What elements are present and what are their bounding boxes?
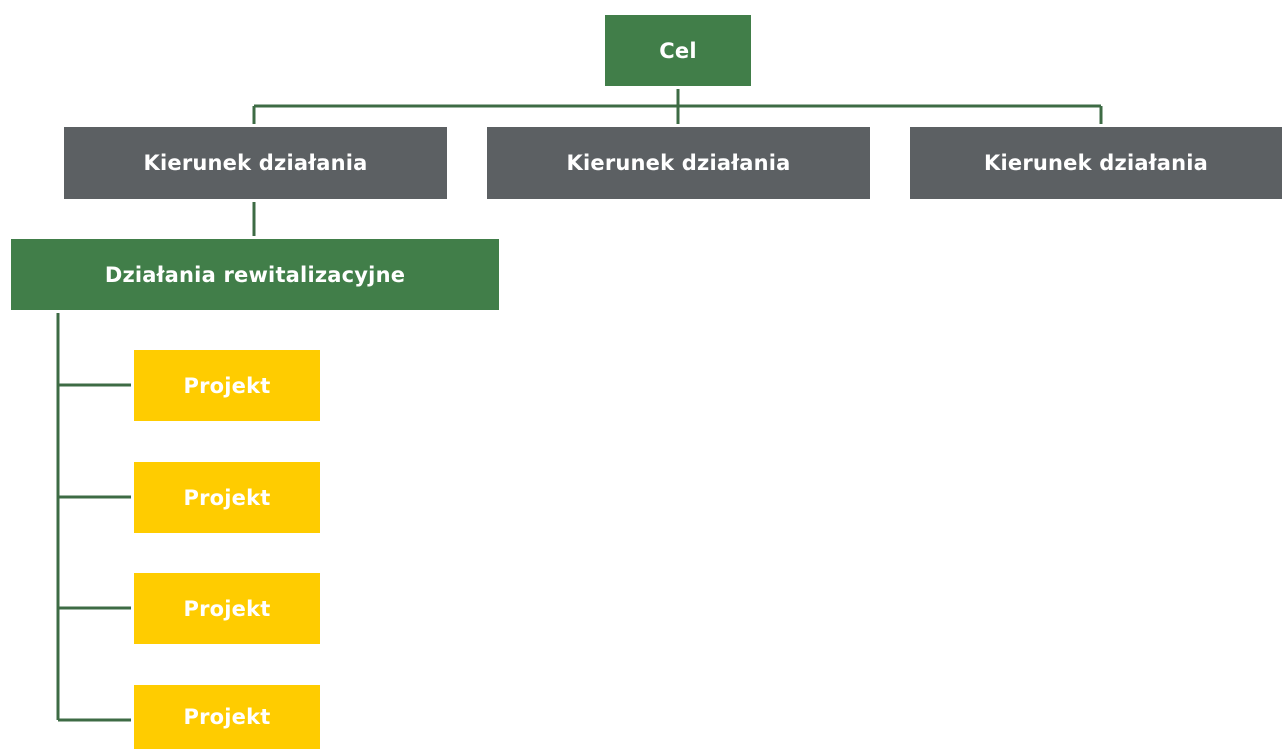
direction-box-1	[64, 127, 447, 199]
project-box-2	[134, 462, 320, 533]
project-label: Projekt	[183, 705, 271, 729]
project-box-4	[134, 685, 320, 749]
project-box-1	[134, 350, 320, 421]
project-label: Projekt	[183, 596, 271, 621]
project-label: Projekt	[183, 485, 271, 510]
revitalization-actions-label: Działania rewitalizacyjne	[104, 262, 406, 287]
direction-label: Kierunek działania	[984, 151, 1208, 175]
direction-box-2	[487, 127, 870, 199]
project-box-3	[134, 573, 320, 644]
project-label: Projekt	[183, 373, 271, 398]
direction-label: Kierunek działania	[566, 151, 791, 175]
goal-box	[605, 15, 751, 86]
goal-label: Cel	[659, 38, 697, 63]
direction-box-3	[910, 127, 1282, 199]
revitalization-actions-box	[11, 239, 499, 310]
direction-label: Kierunek działania	[143, 151, 368, 175]
